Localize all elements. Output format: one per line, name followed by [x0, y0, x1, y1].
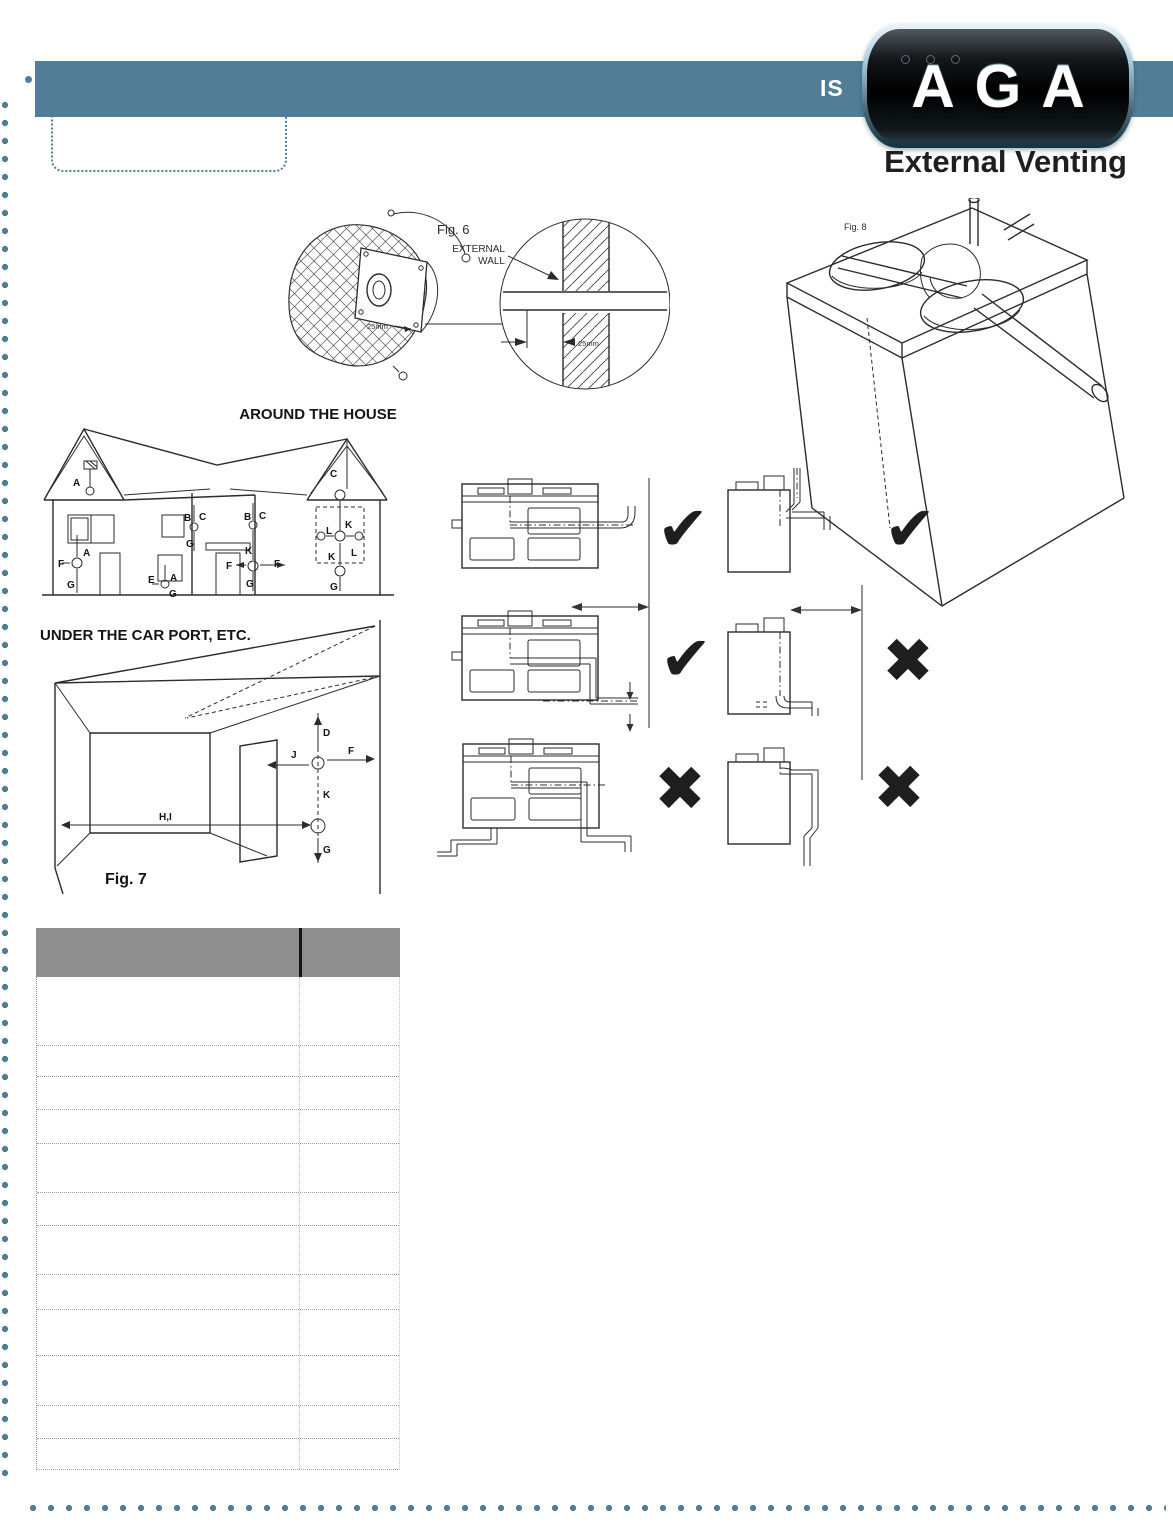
house-label: C: [199, 512, 207, 523]
cross-mark: ✖: [654, 752, 706, 825]
fig6-diagram: [275, 196, 670, 396]
carport-label: G: [323, 845, 331, 856]
fig6-dim-detail: 25mm: [578, 339, 599, 348]
house-label: G: [246, 579, 254, 590]
cooker-front-row3: [435, 736, 645, 861]
house-label: C: [330, 469, 338, 480]
house-label: A: [83, 548, 91, 559]
house-label: G: [67, 580, 75, 591]
house-label: F: [274, 559, 281, 570]
spec-table: [36, 928, 400, 1470]
cooker-front-row2: [448, 608, 643, 723]
spec-header-col2: [302, 928, 400, 977]
table-row: [37, 1356, 399, 1406]
house-title: AROUND THE HOUSE: [239, 406, 397, 423]
cooker-side-row2: [726, 610, 861, 730]
logo-rivets: [901, 55, 960, 64]
house-label: G: [330, 582, 338, 593]
spec-table-body: [36, 977, 400, 1470]
cross-mark: ✖: [882, 624, 934, 697]
table-row: [37, 1406, 399, 1439]
cooker-side-row1: [726, 468, 861, 593]
carport-title: UNDER THE CAR PORT, ETC.: [40, 627, 251, 644]
fig7-caption: Fig. 7: [105, 871, 147, 888]
house-label: F: [226, 561, 233, 572]
table-row: [37, 1226, 399, 1275]
house-label: G: [169, 589, 177, 600]
house-label: E: [148, 575, 155, 586]
house-label: F: [58, 559, 65, 570]
fig6-external-wall-2: WALL: [478, 256, 505, 267]
house-label: K: [328, 552, 336, 563]
fig6-caption: Fig. 6: [437, 222, 470, 237]
page-title: External Venting: [884, 144, 1127, 179]
fig8-caption: Fig. 8: [844, 222, 867, 232]
house-label: K: [345, 520, 353, 531]
table-row: [37, 1275, 399, 1310]
table-row: [37, 1144, 399, 1193]
aga-logo-text: AGA: [911, 52, 1105, 120]
house-label: L: [351, 548, 358, 559]
check-mark: ✔: [660, 622, 712, 695]
header-clipped-text: IS: [820, 75, 844, 101]
house-label: L: [326, 526, 333, 537]
table-row: [37, 1110, 399, 1144]
around-the-house-diagram: [40, 403, 400, 608]
house-label: A: [73, 478, 81, 489]
aga-logo: [862, 24, 1134, 148]
cross-mark: ✖: [873, 751, 925, 824]
carport-label: K: [323, 790, 331, 801]
aga-logo-body: [867, 29, 1129, 143]
carport-label: J: [291, 750, 297, 761]
fig6-dim-main: 25mm: [367, 322, 388, 331]
check-mark: ✔: [884, 492, 936, 565]
house-label: B: [184, 513, 192, 524]
fig6-external-wall-1: EXTERNAL: [452, 244, 505, 255]
spec-header-col1: [36, 928, 302, 977]
corner-dot: [25, 76, 32, 83]
table-row: [37, 1193, 399, 1226]
table-row: [37, 1310, 399, 1356]
left-dotted-border: [1, 96, 10, 1486]
carport-diagram: [35, 618, 395, 900]
bottom-dotted-border: [24, 1504, 1166, 1513]
check-mark: ✔: [657, 492, 709, 565]
carport-label: H,I: [159, 812, 172, 823]
house-label: A: [170, 573, 178, 584]
house-label: G: [186, 539, 194, 550]
table-row: [37, 977, 399, 1046]
table-row: [37, 1046, 399, 1077]
house-label: B: [244, 512, 252, 523]
spec-table-header: [36, 928, 400, 977]
table-row: [37, 1439, 399, 1469]
carport-label: D: [323, 728, 331, 739]
house-label: K: [245, 546, 253, 557]
cooker-side-row3: [726, 740, 861, 870]
table-row: [37, 1077, 399, 1110]
cooker-front-row1: [448, 476, 643, 586]
carport-label: F: [348, 746, 355, 757]
house-label: C: [259, 511, 267, 522]
